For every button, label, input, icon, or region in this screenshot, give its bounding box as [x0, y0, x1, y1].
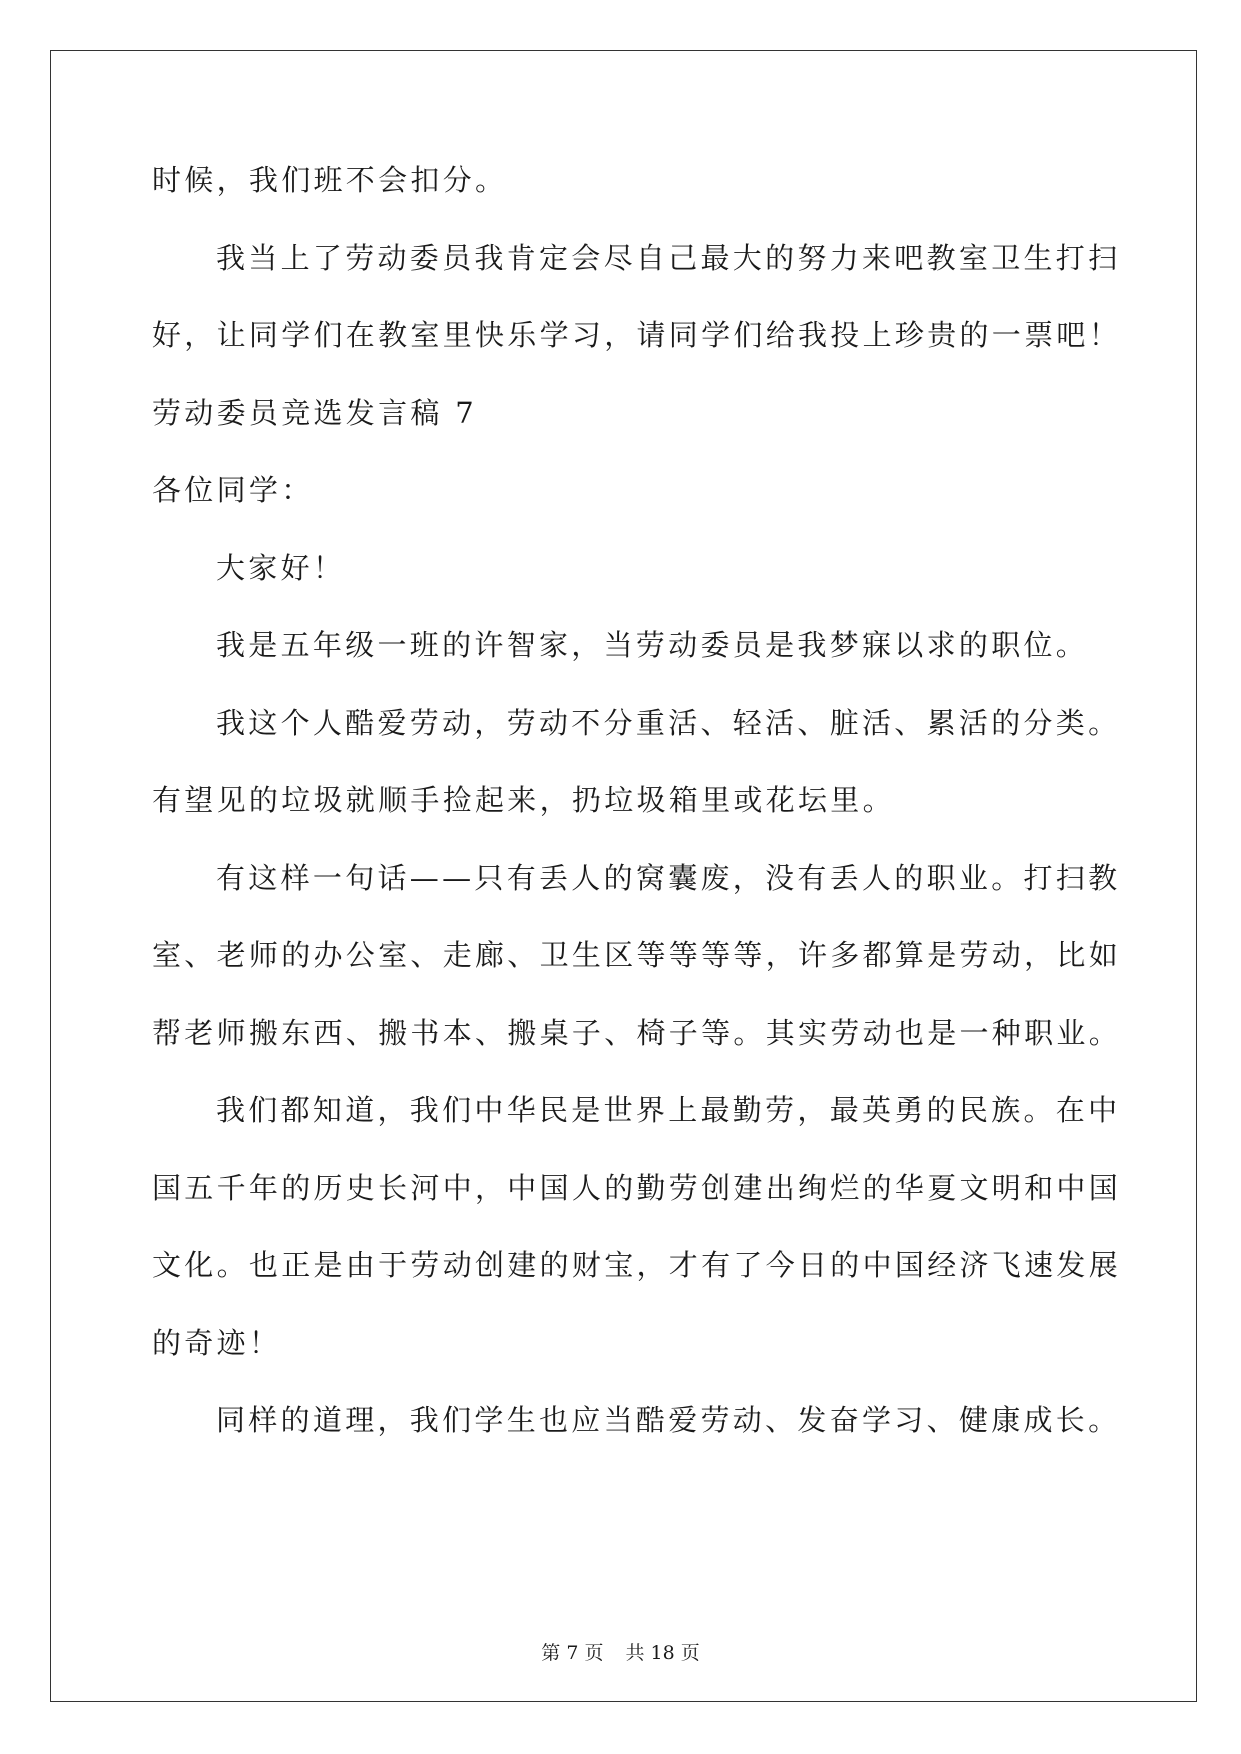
text-line: 我是五年级一班的许智家，当劳动委员是我梦寐以求的职位。 [216, 628, 1089, 662]
text-line: 室、老师的办公室、走廊、卫生区等等等等，许多都算是劳动，比如 [152, 938, 1122, 972]
text-line: 同样的道理，我们学生也应当酷爱劳动、发奋学习、健康成长。 [216, 1403, 1121, 1437]
text-line: 文化。也正是由于劳动创建的财宝，才有了今日的中国经济飞速发展 [152, 1248, 1122, 1282]
text-line: 好，让同学们在教室里快乐学习，请同学们给我投上珍贵的一票吧！ [152, 318, 1122, 352]
text-line: 帮老师搬东西、搬书本、搬桌子、椅子等。其实劳动也是一种职业。 [152, 1015, 1122, 1050]
text-line: 国五千年的历史长河中，中国人的勤劳创建出绚烂的华夏文明和中国 [152, 1170, 1122, 1205]
text-line: 我当上了劳动委员我肯定会尽自己最大的努力来吧教室卫生打扫 [216, 240, 1121, 275]
text-line: 有这样一句话——只有丢人的窝囊废，没有丢人的职业。打扫教 [216, 860, 1121, 895]
text-line: 我们都知道，我们中华民是世界上最勤劳，最英勇的民族。在中 [216, 1093, 1121, 1127]
text-line: 时候，我们班不会扣分。 [152, 163, 508, 197]
text-line: 的奇迹！ [152, 1325, 282, 1360]
page-footer [0, 1638, 1241, 1665]
section-heading: 劳动委员竞选发言稿 7 [152, 395, 477, 430]
page-number: 第 7 页 [541, 1642, 604, 1664]
page-total: 共 18 页 [625, 1642, 700, 1664]
greeting: 大家好！ [216, 550, 346, 585]
text-line: 我这个人酷爱劳动，劳动不分重活、轻活、脏活、累活的分类。 [216, 705, 1121, 740]
salutation: 各位同学： [152, 473, 314, 507]
document-body [152, 160, 1122, 1478]
text-line: 有望见的垃圾就顺手捡起来，扔垃圾箱里或花坛里。 [152, 783, 895, 817]
